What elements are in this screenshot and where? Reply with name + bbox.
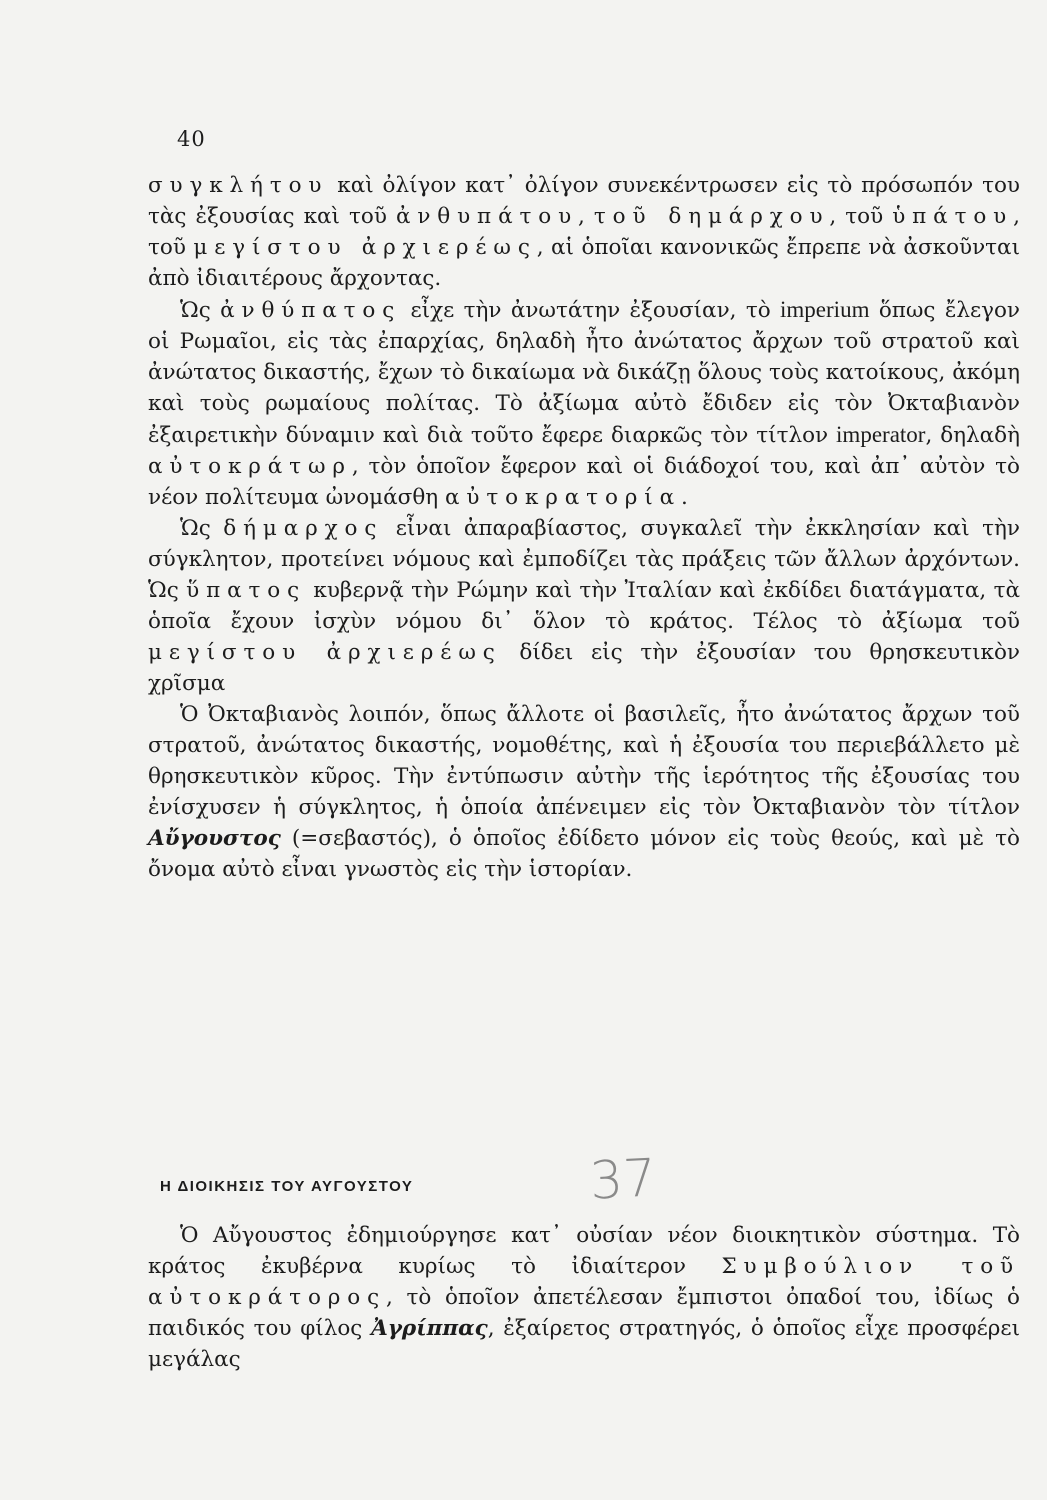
spaced-term: δήμαρχος [223, 516, 384, 541]
paragraph-5 [148, 1220, 1020, 1375]
text-run: δίδει εἰς τὴν ἐξουσίαν του θρησκευτικὸν χρῖσμα [148, 640, 1020, 696]
spaced-term: μεγίστου ἀρχιερέως [148, 640, 502, 665]
text-run: , αἱ ὁποῖαι κανονικῶς ἔπρεπε νὰ ἀσκοῦνται ἀπὸ ἰδιαιτέρους ἄρχοντας. [148, 235, 1020, 291]
text-run: εἶναι ἀπαραβίαστος, συγκαλεῖ τὴν ἐκκλησίαν καὶ τὴν σύγκλητον, προτείνει νόμους καὶ ἐμποδίζει τὰς πράξεις τῶν ἄλλων ἀρχόντων. Ὡς [148, 516, 1020, 603]
spaced-term: αὐτοκρατορία [445, 485, 682, 510]
text-run: Ὡς [180, 516, 224, 541]
spaced-term: συγκλήτου [148, 173, 329, 198]
text-run: Ὁ Αὔγουστος ἐδημιούργησε κατ᾽ οὐσίαν νέον διοικητικὸν σύστημα. Τὸ κράτος ἐκυβέρνα κυρίως τὸ ἰδιαίτερον [148, 1223, 1020, 1279]
text-run: . [681, 485, 688, 510]
text-run: κυβερνᾷ τὴν Ρώμην καὶ τὴν Ἰταλίαν καὶ ἐκδίδει διατάγματα, τὰ ὁποῖα ἔχουν ἰσχὺν νόμου δι᾽ ὅλον τὸ κράτος. Τέλος τὸ ἀξίωμα τοῦ [148, 578, 1020, 634]
paragraph-3 [148, 513, 1020, 699]
section-text-block [148, 1220, 1020, 1375]
spaced-term: Συμβούλιον τοῦ αὐτοκράτορος [148, 1254, 1020, 1310]
spaced-term: τοῦ δημάρχου [593, 204, 830, 229]
bold-term: Αὔγουστος [148, 826, 281, 851]
spaced-term: ἀνθυπάτου [395, 204, 579, 229]
text-run: , τοῦ [829, 204, 893, 229]
paragraph-4 [148, 699, 1020, 885]
spaced-term: μεγίστου ἀρχιερέως [193, 235, 537, 260]
text-run: καὶ ὀλίγον κατ᾽ ὀλίγον συνεκέντρωσεν εἰς τὸ πρόσωπόν του τὰς ἐξουσίας καὶ τοῦ [148, 173, 1020, 229]
main-text-block [148, 170, 1020, 885]
handwritten-note: 37 [588, 1148, 658, 1212]
text-run: (=σεβαστός), ὁ ὁποῖος ἐδίδετο μόνον εἰς τοὺς θεούς, καὶ μὲ τὸ ὄνομα αὐτὸ εἶναι γνωστὸς εἰς τὴν ἱστορίαν. [148, 826, 1020, 882]
text-run: ὅπως ἔλεγον οἱ Ρωμαῖοι, εἰς τὰς ἐπαρχίας, δηλαδὴ ἦτο ἀνώτατος ἄρχων τοῦ στρατοῦ καὶ ἀνώτατος δικαστής, ἔχων τὸ δικαίωμα νὰ δικάζῃ ὅλους τοὺς κατοίκους, ἀκόμη καὶ τοὺς ρωμαίους πολίτας. Τὸ ἀξίωμα αὐτὸ ἔδιδεν εἰς τὸν Ὀκταβιανὸν ἐξαιρετικὴν δύναμιν καὶ διὰ τοῦτο ἔφερε διαρκῶς τὸν τίτλον [148, 298, 1020, 448]
text-run: , τὸν ὁποῖον ἔφερον καὶ οἱ διάδοχοί του, καὶ ἀπ᾽ αὐτὸν τὸ νέον πολίτευμα ὠνομάσθη [148, 454, 1020, 510]
spaced-term: ὑπάτου [892, 204, 1014, 229]
paragraph-2 [148, 294, 1020, 513]
text-run: , δηλαδὴ [925, 423, 1021, 448]
latin-term: imperator [836, 422, 926, 447]
page-number: 40 [177, 127, 206, 151]
text-run: , τὸ ὁποῖον ἀπετέλεσαν ἔμπιστοι ὀπαδοί του, ἰδίως ὁ παιδικός του φίλος [148, 1285, 1020, 1341]
spaced-term: αὐτοκράτωρ [148, 454, 352, 479]
spaced-term: ὕπατος [186, 578, 307, 603]
paragraph-1 [148, 170, 1020, 294]
text-run: Ὁ Ὀκταβιανὸς λοιπόν, ὅπως ἄλλοτε οἱ βασιλεῖς, ἦτο ἀνώτατος ἄρχων τοῦ στρατοῦ, ἀνώτατος δικαστής, νομοθέτης, καὶ ἡ ἐξουσία του περιεβάλλετο μὲ θρησκευτικὸν κῦρος. Τὴν ἐντύπωσιν αὐτὴν τῆς ἱερότητος τῆς ἐξουσίας του ἐνίσχυσεν ἡ σύγκλητος, ἡ ὁποία ἀπένειμεν εἰς τὸν Ὀκταβιανὸν τὸν τίτλον [148, 702, 1020, 820]
text-run: , [578, 204, 594, 229]
text-run: Ὡς [180, 298, 221, 323]
latin-term: imperium [780, 297, 870, 322]
spaced-term: ἀνθύπατος [220, 298, 402, 323]
text-run: , τοῦ [148, 204, 1020, 260]
section-heading: Η ΔΙΟΙΚΗΣΙΣ ΤΟΥ ΑΥΓΟΥΣΤΟΥ [160, 1178, 414, 1195]
bold-term: Ἀγρίππας [371, 1316, 488, 1341]
text-run: , ἐξαίρετος στρατηγός, ὁ ὁποῖος εἶχε προσφέρει μεγάλας [148, 1316, 1020, 1372]
text-run: εἶχε τὴν ἀνωτάτην ἐξουσίαν, τὸ [401, 298, 781, 323]
